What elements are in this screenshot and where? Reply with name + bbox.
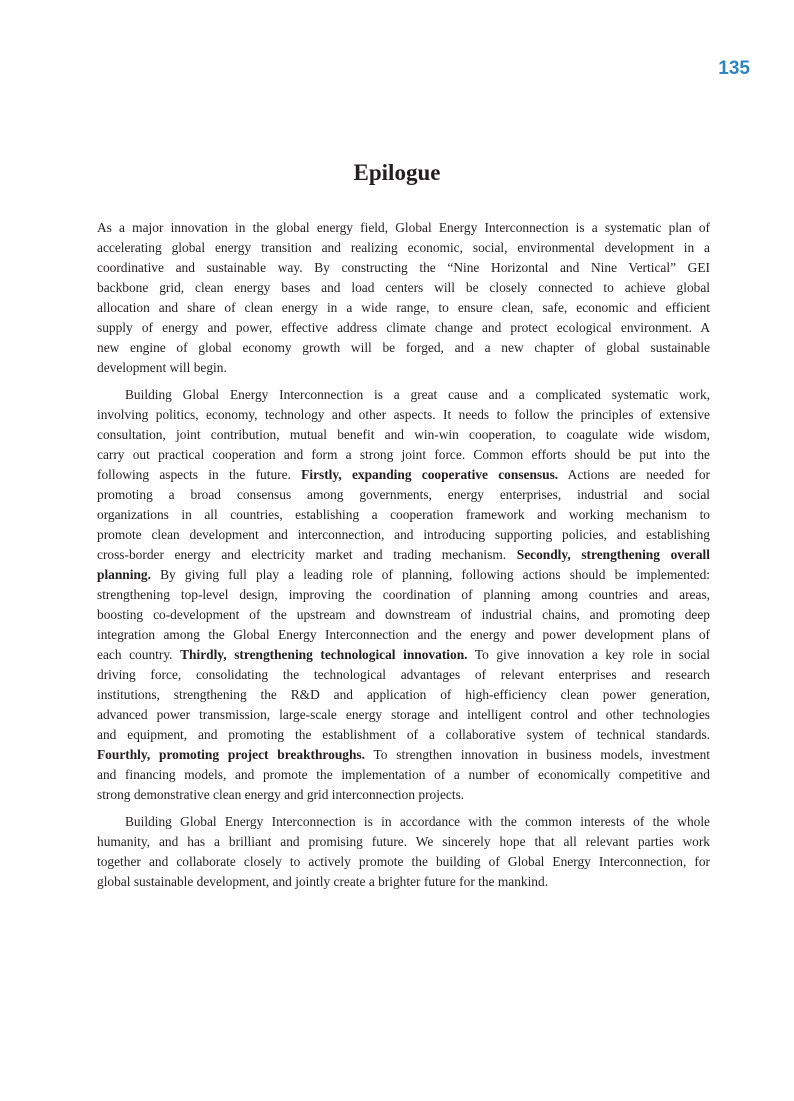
- text-line: [97, 318, 710, 338]
- text-segment: accelerating global energy transition and realizing economic, social, environmental development in a: [97, 240, 710, 255]
- bold-heading-text: Thirdly, strengthening technological innovation.: [180, 647, 468, 662]
- page-number: 135: [718, 58, 750, 79]
- text-segment: driving force, consolidating the technological advantages of relevant enterprises and research: [97, 667, 710, 682]
- text-segment: development will begin.: [97, 360, 227, 375]
- text-segment: and equipment, and promoting the establishment of a collaborative system of technical standards.: [97, 727, 710, 742]
- text-line: [97, 685, 710, 705]
- text-segment: promoting a broad consensus among governments, energy enterprises, industrial and social: [97, 487, 710, 502]
- text-segment: To strengthen innovation in business models, investment: [364, 747, 710, 762]
- text-line: [97, 338, 710, 358]
- text-segment: and financing models, and promote the implementation of a number of economically competitive and: [97, 767, 710, 782]
- text-segment: strengthening top-level design, improving the coordination of planning among countries and areas,: [97, 587, 710, 602]
- text-segment: together and collaborate closely to actively promote the building of Global Energy Interconnection, for: [97, 854, 710, 869]
- text-line: [97, 872, 710, 892]
- text-segment: following aspects in the future.: [97, 467, 302, 482]
- text-segment: institutions, strengthening the R&D and application of high-efficiency clean power generation,: [97, 687, 710, 702]
- text-segment: allocation and share of clean energy in a wide range, to ensure clean, safe, economic and efficient: [97, 300, 710, 315]
- text-line: [97, 505, 710, 525]
- text-line: [97, 765, 710, 785]
- text-segment: involving politics, economy, technology and other aspects. It needs to follow the principles of extensive: [97, 407, 710, 422]
- text-segment: backbone grid, clean energy bases and load centers will be closely connected to achieve global: [97, 280, 710, 295]
- text-segment: carry out practical cooperation and form a strong joint force. Common efforts should be put into the: [97, 447, 710, 462]
- paragraph: [97, 385, 710, 805]
- text-line: [97, 465, 710, 485]
- text-line: [97, 785, 710, 805]
- text-line: [97, 238, 710, 258]
- bold-heading-text: planning.: [97, 567, 151, 582]
- text-segment: organizations in all countries, establishing a cooperation framework and working mechanism to: [97, 507, 710, 522]
- text-line: [97, 218, 710, 238]
- text-line: [97, 358, 710, 378]
- text-segment: cross-border energy and electricity market and trading mechanism.: [97, 547, 517, 562]
- text-line: [97, 278, 710, 298]
- text-line: [97, 545, 710, 565]
- text-line: [97, 832, 710, 852]
- text-segment: consultation, joint contribution, mutual benefit and win-win cooperation, to coagulate wide wisdom,: [97, 427, 710, 442]
- body-text: [97, 218, 710, 899]
- text-segment: promote clean development and interconnection, and introducing supporting policies, and establishing: [97, 527, 710, 542]
- text-line: [97, 565, 710, 585]
- bold-heading-text: Fourthly, promoting project breakthroughs.: [97, 747, 365, 762]
- text-line: [97, 812, 710, 832]
- text-line: [97, 605, 710, 625]
- text-line: [97, 525, 710, 545]
- text-segment: humanity, and has a brilliant and promising future. We sincerely hope that all relevant parties work: [97, 834, 710, 849]
- text-line: [97, 645, 710, 665]
- text-line: [97, 425, 710, 445]
- text-segment: Building Global Energy Interconnection is a great cause and a complicated systematic work,: [125, 387, 710, 402]
- bold-heading-text: Firstly, expanding cooperative consensus.: [301, 467, 559, 482]
- text-segment: integration among the Global Energy Interconnection and the energy and power development plans of: [97, 627, 710, 642]
- text-line: [97, 852, 710, 872]
- text-line: [97, 298, 710, 318]
- text-line: [97, 485, 710, 505]
- text-segment: each country.: [97, 647, 181, 662]
- text-line: [97, 258, 710, 278]
- paragraph: [97, 218, 710, 378]
- text-segment: Actions are needed for: [558, 467, 710, 482]
- text-line: [97, 745, 710, 765]
- text-segment: strong demonstrative clean energy and grid interconnection projects.: [97, 787, 465, 802]
- text-segment: By giving full play a leading role of planning, following actions should be implemented:: [150, 567, 710, 582]
- text-line: [97, 705, 710, 725]
- text-segment: Building Global Energy Interconnection is in accordance with the common interests of the whole: [125, 814, 710, 829]
- text-segment: coordinative and sustainable way. By constructing the “Nine Horizontal and Nine Vertical” GEI: [97, 260, 710, 275]
- text-line: [97, 445, 710, 465]
- paragraph: [97, 812, 710, 892]
- text-line: [97, 725, 710, 745]
- text-segment: To give innovation a key role in social: [467, 647, 710, 662]
- text-line: [97, 625, 710, 645]
- text-segment: boosting co-development of the upstream and downstream of industrial chains, and promoting deep: [97, 607, 710, 622]
- text-segment: supply of energy and power, effective address climate change and protect ecological environment. A: [97, 320, 710, 335]
- bold-heading-text: Secondly, strengthening overall: [516, 547, 710, 562]
- page-title: Epilogue: [353, 160, 441, 185]
- text-segment: As a major innovation in the global energy field, Global Energy Interconnection is a systematic plan of: [97, 220, 710, 235]
- text-line: [97, 665, 710, 685]
- text-segment: global sustainable development, and jointly create a brighter future for the mankind.: [97, 874, 549, 889]
- text-segment: advanced power transmission, large-scale energy storage and intelligent control and other technologies: [97, 707, 710, 722]
- text-line: [97, 385, 710, 405]
- text-line: [97, 405, 710, 425]
- text-line: [97, 585, 710, 605]
- text-segment: new engine of global economy growth will be forged, and a new chapter of global sustainable: [97, 340, 710, 355]
